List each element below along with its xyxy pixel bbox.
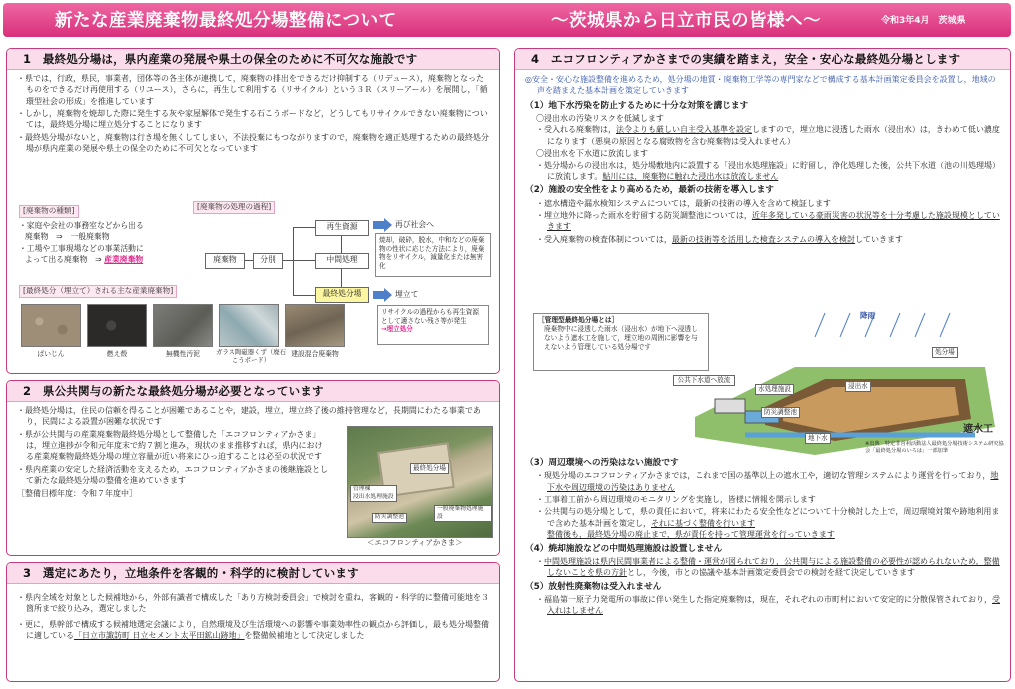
s4-b2-3 — [525, 234, 1003, 245]
s4-b4-1u: 中間処理施設は県内民間事業者による整備・運営が図られており，公共関与による施設整備の必要性が認められないため，整備しないことを県の方針 — [544, 556, 1000, 578]
section-3-heading: 3 選定にあたり，立地条件を客観的・科学的に検討しています — [7, 563, 499, 584]
rain-drop-4 — [890, 313, 900, 337]
diagram-treatment: 水処理施設 — [755, 384, 794, 395]
s4-c1-bullet-u: 法令よりも厳しい自主受入基準を設定 — [616, 125, 752, 135]
s4-c2-bullet-a: ・処分場からの浸出水は，処分場敷地内に設置する「浸出水処理施設」に貯留し，浄化処理した後，公共下水道（池の川処理場）に放流します。 — [536, 160, 1000, 181]
flow-recycle: 再生資源 — [315, 220, 369, 236]
s4-b4-1: ・中間処理施設は県内民間事業者による整備・運営が図られており，公共関与による施設整備の必要性が認められないため，整備しないことを県の方針とし，今後，市との協議や基本計画策定委員会での検討を経て決定していきます — [536, 556, 1000, 578]
waste-types-list — [19, 220, 144, 265]
s4-b2-2a: ・埋立地外に降った雨水を貯留する防災調整池については， — [536, 210, 752, 220]
s4-b2-2 — [525, 210, 1003, 233]
rain-drop-2 — [840, 313, 850, 337]
s4-c1: 〇浸出水の汚染リスクを低減します — [536, 114, 664, 124]
photo-caption-4: ガラス陶磁器くず（廃石こうボード） — [215, 348, 287, 364]
rain-drop-5 — [915, 313, 925, 337]
s4-c1-bullet-b: しますので，埋立地に浸透した雨水（浸出水）は，きわめて低い濃度になります（悪臭の原因となる腐敗物を含む廃棄物は受入れません） — [547, 125, 1000, 146]
s4-b2-3a: ・受入廃棄物の検査体制については， — [536, 234, 672, 244]
s4-h2: （2）施設の安全性をより高めるため，最新の技術を導入します — [525, 185, 774, 196]
flow-intermediate: 中間処理 — [315, 253, 369, 269]
waste-types-tag: [廃棄物の種類] — [19, 205, 79, 218]
page-title: 新たな産業廃棄物最終処分場整備について — [55, 11, 397, 31]
s4-lead: ◎安全・安心な施設整備を進めるため，処分場の地質・廃棄物工学等の専門家などで構成する基本計画策定委員会を設置し，地域の声を踏まえた基本計画を策定していきます — [525, 75, 996, 96]
page-subtitle: ～茨城県から日立市民の皆様へ～ — [551, 11, 821, 31]
s4-b3-3 — [525, 506, 1003, 540]
landfill-waste-tag: [最終処分（埋立て）される主な産業廃棄物] — [19, 285, 177, 298]
photo-label-pond: 防災調整池 — [372, 513, 407, 523]
section-1 — [6, 48, 500, 374]
photo-caption-1: ばいじん — [37, 350, 65, 358]
photo-eco-frontier — [347, 426, 493, 538]
s4-b2-2u: 近年多発している豪雨災害の状況等を十分考慮した施設規模としていきます — [547, 210, 1000, 232]
s4-b2-3b: していきます — [855, 234, 904, 244]
flow-sort: 分別 — [253, 253, 283, 269]
waste-type-1a: ・家庭や会社の事務室などから出る — [19, 221, 144, 230]
photo-caption-5: 建設混合廃棄物 — [291, 350, 339, 358]
s4-b4-1b: とし，今後，市との協議や基本計画策定委員会での検討を経て決定していきます — [627, 568, 915, 578]
flow-final-disposal: 最終処分場 — [315, 287, 369, 303]
section-2-heading: 2 県公共関与の新たな最終処分場が必要となっています — [7, 381, 499, 402]
diagram-site: 処分場 — [932, 347, 958, 358]
s4-b3-2: ・工事着工前から周辺環境のモニタリングを実施し，皆様に情報を開示します — [536, 495, 816, 505]
s3-bullet-2a: ・更に，県幹部で構成する候補地選定会議により，自然環境及び生活環境への影響や事業効率性の観点から評価し，最も処分場整備に適している — [17, 619, 489, 641]
photo-caption-2: 燃え殻 — [106, 350, 128, 358]
s4-c2-bullet — [525, 160, 1003, 183]
note-final — [377, 305, 489, 345]
s2-target: ［整備目標年度：令和７年度中］ — [17, 488, 137, 498]
s4-c2: 〇浸出水を下水道に放流します — [536, 149, 648, 159]
s4-h4: （4）焼却施設などの中間処理施設は設置しません — [525, 543, 723, 554]
s4-b2-3u: 最新の技術等を活用した検査システムの導入を検討 — [671, 234, 856, 244]
note-intermediate: 焼却，破砕，脱水，中和などの廃棄物の性状に応じた方法により，廃棄物をリサイクル，減量化または無害化 — [375, 233, 491, 277]
s4-h5: （5）放射性廃棄物は受入れません — [525, 581, 662, 592]
photo-label-general: 一般廃棄物処理施設 — [434, 505, 492, 522]
diagram-source: ※出典 特定非営利活動法人最終処分場技術システム研究協会「最終処分場のいろは」一部加筆 — [865, 441, 1004, 454]
s4-c2-bullet-u: 鮎川には，廃棄物に触れた浸出水は放流しません — [602, 171, 779, 181]
arrow-to-landfill — [373, 291, 385, 299]
s4-b2-1: ・遮水構造や漏水検知システムについては，最新の技術の導入を含めて検証します — [536, 198, 832, 208]
s4-c1-bullet — [525, 124, 1003, 147]
s4-b3-3u1: それに基づく整備を行います — [651, 518, 755, 528]
photo-label-landfill: 最終処分場 — [410, 463, 449, 474]
s3-bullet-1: ・県内全域を対象とした候補地から，外部有識者で構成した「あり方検討委員会」で検討を重ね，客観的・科学的に整備可能地を３箇所まで絞り込み，選定しました — [17, 593, 489, 614]
flow-waste: 廃棄物 — [205, 253, 245, 269]
diagram-pond-label: 防災調整池 — [761, 407, 800, 418]
s4-b3-1 — [525, 470, 1003, 493]
s4-b5-1u: 受入れはしません — [547, 594, 1000, 616]
s4-b5-1a: ・福島第一原子力発電所の事故に伴い発生した指定廃棄物は，現在，それぞれの市町村において安定的に分散保管されており， — [536, 594, 992, 604]
photo-cinders — [87, 304, 147, 347]
industrial-waste-label: 産業廃棄物 — [104, 254, 144, 264]
managed-landfill-title: ［管理型最終処分場とは］ — [538, 316, 619, 324]
s4-c1-bullet-a: ・受入れる廃棄物は， — [536, 125, 616, 135]
waste-type-1b: 廃棄物 ⇒ 一般廃棄物 — [25, 232, 110, 242]
photo-caption-3: 無機性汚泥 — [166, 350, 200, 358]
diagram-rain: 降雨 — [860, 311, 875, 320]
s3-site-name: 「日立市諏訪町 日立セメント太平田鉱山跡地」 — [74, 631, 245, 641]
note-final-text: リサイクルの過程からも再生資源として適さない残さ等が発生 — [381, 308, 479, 325]
photo-sludge — [153, 304, 213, 347]
flow-society: 再び社会へ — [395, 220, 434, 229]
managed-landfill-text: 廃棄物中に浸透した雨水（浸出水）が地下へ浸透しないよう遮水工を施して，埋立地の周囲に影響を与えないよう管理している処分場です — [544, 325, 698, 352]
photo-construction — [285, 304, 345, 347]
photo-glass-ceramic — [219, 304, 279, 347]
waste-type-2a: ・工場や工事現場などの事業活動に — [19, 243, 144, 253]
section-2 — [6, 380, 500, 556]
note-final-link: →埋立処分 — [381, 325, 413, 334]
section-4 — [514, 48, 1011, 682]
diagram-liner: 遮水工 — [963, 424, 993, 435]
s2-bullet-3: ・県内産業の安定した経済活動を支えるため，エコフロンティアかさまの後継施設として新たな最終処分場の整備を進めていきます — [17, 464, 329, 486]
arrow-to-society — [373, 221, 385, 229]
diagram-treatment-bldg — [715, 399, 745, 413]
date-org: 令和3年4月 茨城県 — [881, 16, 966, 26]
photo-fly-ash — [21, 304, 81, 347]
s3-bullet-2 — [17, 619, 492, 642]
photo-caption-eco: ＜エコフロンティアかさま＞ — [367, 538, 463, 547]
s4-b3-3a: ・公共関与の処分場として，県の責任において，将来にわたる安全性などについて十分検討した上で，周辺環境対策や跡地利用まで含めた基本計画を策定し， — [536, 507, 1000, 528]
section-3 — [6, 562, 500, 682]
s4-b3-1a: ・現処分場のエコフロンティアかさまでは，これまで国の基準以上の遮水工や，適切な管理システムにより運営を行っており， — [536, 471, 991, 481]
s4-h3: （3）周辺環境への汚染はない施設です — [525, 458, 679, 468]
flow-landfill: 埋立て — [395, 290, 419, 299]
s4-b3-1u: 地下水や周辺環境の汚染はありません — [547, 471, 999, 492]
s3-bullet-2b: を整備候補地として決定しました — [244, 631, 365, 641]
s1-bullet-1: ・県では，行政，県民，事業者，団体等の各主体が連携して，廃棄物の排出をできるだけ抑制する（リデュース），廃棄物となったものをできるだけ再使用する（リユース），さらに，再生して利用する（リサイクル）という３Ｒ（スリーアール）を展開し，「循環型社会の形成」を推進しています — [17, 74, 488, 106]
header-banner — [3, 3, 1011, 37]
s4-b3-3u2: 整備後も，最終処分場の廃止まで，県が責任を持って管理運営を行っていきます — [547, 530, 835, 540]
s2-bullet-1: ・最終処分場は，住民の信頼を得ることが困難であることや，建設，埋立，埋立終了後の維持管理など，長期間にわたる事業であり，民間による設置が困難な状況です — [17, 406, 481, 427]
s1-bullet-2: ・しかし，廃棄物を焼却した際に発生する灰や家屋解体で発生する石こうボードなど，どうしてもリサイクルできない廃棄物については，最終処分場に埋立処分することになります — [17, 109, 488, 130]
photo-label-admin: 管理棟 浸出水処理施設 — [350, 485, 397, 502]
rain-drop-1 — [815, 313, 825, 337]
s1-bullet-3: ・最終処分場がないと，廃棄物は行き場を無くしてしまい，不法投棄にもつながりますので，廃棄物を適正処理するための最終処分場が県内産業の発展や県土の保全のために不可欠となっています — [17, 132, 489, 154]
process-tag: [廃棄物の処理の過程] — [193, 201, 275, 214]
section-4-heading: 4 エコフロンティアかさまでの実績を踏まえ，安全・安心な最終処分場とします — [515, 49, 1010, 70]
s4-b5-1 — [525, 594, 1003, 617]
waste-type-2b: よって出る廃棄物 ⇒ — [25, 254, 102, 264]
diagram-leachate: 浸出水 — [845, 381, 871, 392]
diagram-groundwater: 地下水 — [805, 433, 831, 444]
s4-h1: （1）地下水汚染を防止するために十分な対策を講じます — [525, 100, 749, 111]
diagram-sewer: 公共下水道へ放流 — [673, 375, 735, 386]
section-1-heading: 1 最終処分場は，県内産業の発展や県土の保全のために不可欠な施設です — [7, 49, 499, 70]
rain-drop-6 — [940, 313, 950, 337]
s2-bullet-2: ・県が公共関与の産業廃棄物最終処分場として整備した「エコフロンティアかさま」は，埋立進捗が令和元年度末で約７割と進み，現状のまま推移すれば，県内における産業廃棄物最終処分場の埋立容量が近い将来にひっ迫することは必至の状況です — [17, 429, 323, 462]
